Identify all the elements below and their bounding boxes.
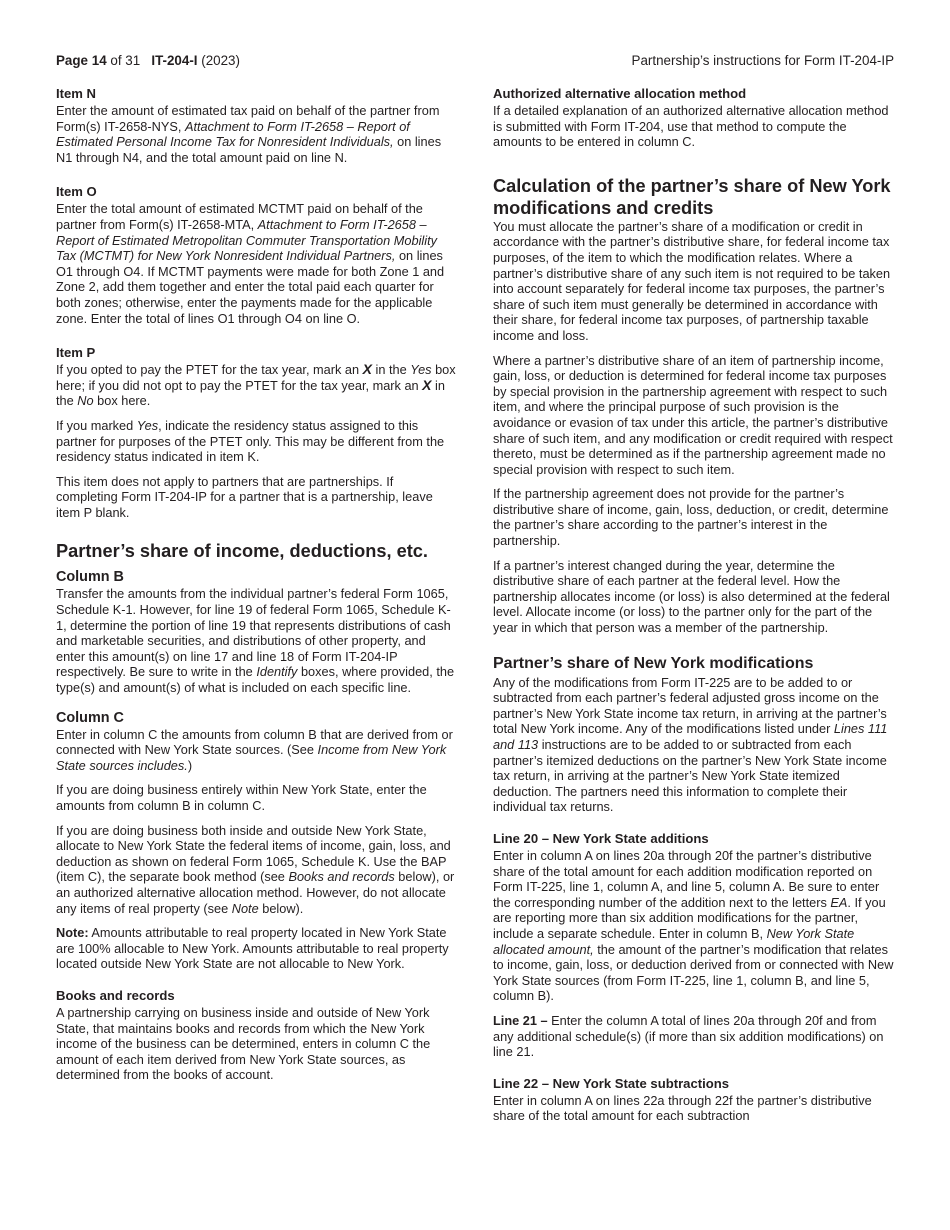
column-c-para-3 [56,823,456,917]
item-n-heading: Item N [56,86,97,101]
item-n-text-italic: Attachment to Form IT-2658 – Report of Estimated Personal Income Tax for Nonresident Individuals, [56,118,410,150]
page-header-left [56,52,240,70]
line-21-label: Line 21 – [493,1012,548,1028]
item-o-text-a: Enter the total amount of estimated MCTMT paid on behalf of the partner from Form(s) IT-2658-MTA, [56,201,423,232]
identify-word: Identify [256,664,298,680]
column-c-p3-b: below), or an authorized alternative allocation method. However, do not allocate any items of real property (see [56,869,455,916]
column-c-p1-italic: Income from New York State sources includes. [56,742,447,773]
item-o-heading: Item O [56,184,97,200]
column-c-para-2: If you are doing business entirely within New York State, enter the amounts from column B in column C. [56,782,427,813]
item-o-text [56,201,456,326]
alt-allocation-text: If a detailed explanation of an authorized alternative allocation method is submitted with Form IT-204, use that method to compute the amounts to be entered in column C. [493,103,889,150]
form-id: IT-204-I [151,53,198,68]
right-column [493,86,895,1133]
calculation-para-3: If the partnership agreement does not provide for the partner’s distributive share of income, gain, loss, deduction, or credit, determine the partner’s share according to the partner’s interest in the partnership. [493,486,889,549]
modifications-text-b: instructions are to be added to or subtracted from each partner’s itemized deductions on the partner’s New York State income tax return, in arriving at the partner’s New York State itemized deduction. The partners need this information to complete their individual tax returns. [493,737,887,815]
line-20-heading: Line 20 – New York State additions [493,830,709,846]
books-records-heading: Books and records [56,987,175,1003]
column-b-text-b: boxes, where provided, the type(s) and amount(s) of what is included on each specific line. [56,664,455,696]
page-header-title: Partnership’s instructions for Form IT-204-IP [631,53,894,68]
yes-word: Yes [136,417,159,433]
x-mark: X [362,361,372,378]
calculation-heading: Calculation of the partner’s share of New York modifications and credits [493,175,891,218]
left-column [56,86,456,1092]
page-number: 14 [91,53,107,68]
no-word: No [77,393,94,409]
item-p-heading: Item P [56,345,96,361]
column-b-heading: Column B [56,569,124,586]
line-20-text-b: . If you are reporting more than six addition modifications for the partner, include a separate schedule. Enter in column B, [493,894,886,941]
item-p-para-1 [56,362,456,409]
modifications-text-a: Any of the modifications from Form IT-225 are to be added to or subtracted from each partner’s federal adjusted gross income on the partner’s New York State income tax return, in arriving at the partner’s total New York income. Any of the modifications listed under [493,674,887,737]
item-p-p1-a: If you opted to pay the PTET for the tax year, mark an [56,362,363,378]
ny-allocated-amount-ref: New York State allocated amount, [493,925,855,957]
column-b-text [56,586,456,695]
item-p-para-3: This item does not apply to partners that are partnerships. If completing Form IT-204-IP for a partner that is a partnership, leave item P blank. [56,473,433,520]
column-b-text-a: Transfer the amounts from the individual partner’s federal Form 1065, Schedule K-1. However, for line 19 of federal Form 1065, Schedule K-1, determine the portion of line 19 that represents distributions of cash and marketable securities, and distributions of other property, and enter this amount(s) on line 17 and line 18 of Form IT-204-IP respectively. Be sure to write in the [56,586,451,680]
line-20-text-c: the amount of the partner’s modification that relates to income, gain, loss, or deduction derived from or connected with New York State sources (from Form IT-225, line 1, column B, and line 5, column B). [493,941,894,1004]
item-p-p1-e: box here. [93,393,151,409]
item-n-text [56,103,456,165]
note-para [56,925,456,972]
item-n-text-b: on lines N1 through N4, and the total amount paid on line N. [56,134,442,165]
column-c-p3-a: If you are doing business both inside and outside New York State, allocate to New York State the federal items of income, gain, loss, and deduction as shown on federal Form 1065, Schedule K. Use the BAP (item C), the separate book method (see [56,822,451,885]
column-c-p1-b: ) [187,757,193,773]
line-21-text [493,1013,895,1060]
column-c-heading: Column C [56,709,124,726]
share-heading: Partner’s share of income, deductions, etc. [56,541,428,562]
form-year: (2023) [201,53,240,68]
item-p-p2-a: If you marked [56,417,137,433]
modifications-heading: Partner’s share of New York modifications [493,654,814,672]
item-p-p1-d: in the [56,377,445,409]
line-22-text: Enter in column A on lines 22a through 22f the partner’s distributive share of the total amount for each subtraction [493,1092,872,1124]
line-22-heading: Line 22 – New York State subtractions [493,1075,730,1091]
alt-allocation-heading: Authorized alternative allocation method [493,86,747,101]
item-p-p1-b: in the [371,362,411,378]
calculation-para-1: You must allocate the partner’s share of a modification or credit in accordance with the partner’s distributive share, for federal income tax purposes, of the item to which the modification relates. Where a partner’s distributive share of any such item is not required to be taken into account separately for federal income tax purposes, the partner’s share of such item must generally be determined in accordance with their share, for federal income tax purposes, of partnership taxable income and loss. [493,218,891,343]
item-o-text-italic: Attachment to Form IT-2658 – Report of Estimated Metropolitan Commuter Transportation Mobility Tax (MCTMT) for New York Nonresident Individual Partners, [56,216,437,264]
modifications-text [493,675,895,815]
line-20-text [493,848,895,1004]
note-ref: Note [231,900,259,916]
note-text: Amounts attributable to real property located in New York State are 100% allocable to New York. Amounts attributable to real property located outside New York State are not allocable to New York. [56,925,449,972]
note-label: Note: [56,925,89,941]
books-records-ref: Books and records [288,869,395,885]
line-21-body: Enter the column A total of lines 20a through 20f and from any additional schedule(s) (if more than six addition modifications) on line 21. [493,1012,884,1060]
yes-word: Yes [410,362,432,378]
books-records-text: A partnership carrying on business inside and outside of New York State, that maintains books and records from which the New York income of the business can be determined, enters in column C the amount of each item derived from New York State sources, as determined from the books of account. [56,1004,431,1083]
calculation-para-2: Where a partner’s distributive share of an item of partnership income, gain, loss, or deduction is determined for federal income tax purposes by special provision in the partnership agreement with respect to such item, and where the principal purpose of such provision is the avoidance or evasion of tax under this article, the partner’s distributive share of such item, and any modification or credit required with respect thereto, must be determined as if the partnership agreement made no special provision with respect to such item. [493,352,893,477]
column-c-p3-c: below). [258,900,304,916]
item-p-p1-c: box here; if you did not opt to pay the PTET for the tax year, mark an [56,362,456,393]
column-c-para-1 [56,727,456,774]
ea-letters: EA [830,894,848,910]
page-label: Page [56,53,89,68]
x-mark: X [422,376,432,393]
item-o-text-b: on lines O1 through O4. If MCTMT payments were made for both Zone 1 and Zone 2, add them together and enter the total paid each quarter for both zones; otherwise, enter the payments made for the applicable zone. Enter the total of lines O1 through O4 on line O. [56,248,445,326]
column-c-p1-a: Enter in column C the amounts from column B that are derived from or connected with New York State sources. (See [56,726,453,758]
page-total: of 31 [110,53,141,68]
item-n-text-a: Enter the amount of estimated tax paid on behalf of the partner from Form(s) IT-2658-NYS, [56,103,440,134]
item-p-p2-b: , indicate the residency status assigned to this partner for purposes of the PTET only. This may be different from the residency status indicated in item K. [56,417,445,465]
line-20-text-a: Enter in column A on lines 20a through 20f the partner’s distributive share of the total amount for each addition modification reported on Form IT-225, line 1, column A, and line 5, column A. Be sure to enter the corresponding number of the addition next to the letters [493,847,880,910]
calculation-para-4: If a partner’s interest changed during the year, determine the distributive share of each partner at the federal level. How the partnership allocates income (or loss) is also determined at the federal level. Allocate income (or loss) to the partner only for the part of the year in which that person was a member of the partnership. [493,557,890,636]
lines-111-113-ref: Lines 111 and 113 [493,721,888,752]
item-p-para-2 [56,418,456,465]
